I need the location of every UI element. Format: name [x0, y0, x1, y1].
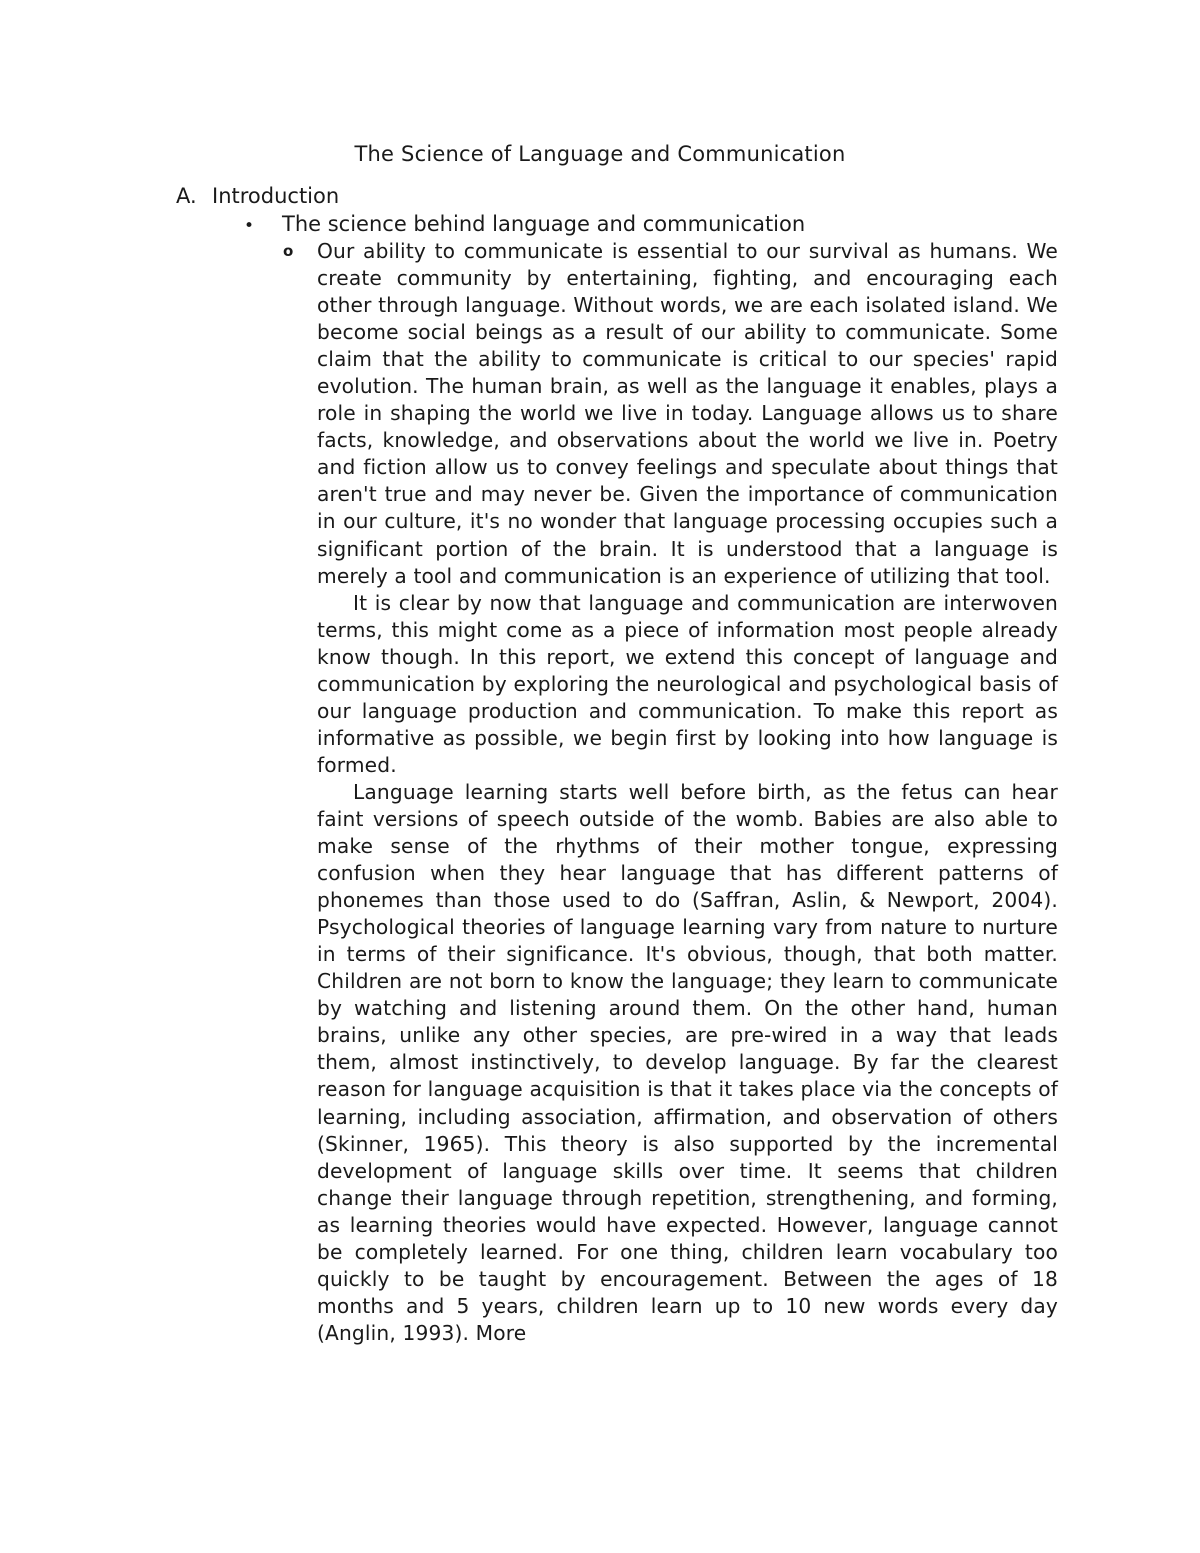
bullet-text: The science behind language and communication — [282, 212, 806, 236]
bullet-icon: • — [244, 216, 255, 236]
body-text — [317, 238, 1058, 1347]
document-title: The Science of Language and Communication — [354, 142, 846, 166]
paragraph-1: Our ability to communicate is essential to our survival as humans. We create community by entertaining, fighting, and encouraging each other through language. Without words, we are each isolated island. We become social beings as a result of our ability to communicate. Some claim that the ability to communicate is critical to our species' rapid evolution. The human brain, as well as the language it enables, plays a role in shaping the world we live in today. Language allows us to share facts, knowledge, and observations about the world we live in. Poetry and fiction allow us to convey feelings and speculate about things that aren't true and may never be. Given the importance of communication in our culture, it's no wonder that language processing occupies such a significant portion of the brain. It is understood that a language is merely a tool and communication is an experience of utilizing that tool. — [317, 239, 1058, 588]
section-heading-text: Introduction — [212, 184, 340, 208]
paragraph-3: Language learning starts well before birth, as the fetus can hear faint versions of speech outside of the womb. Babies are also able to make sense of the rhythms of their mother tongue, expressing confusion when they hear language that has different patterns of phonemes than those used to do (Saffran, Aslin, & Newport, 2004). Psychological theories of language learning vary from nature to nurture in terms of their significance. It's obvious, though, that both matter. Children are not born to know the language; they learn to communicate by watching and listening around them. On the other hand, human brains, unlike any other species, are pre-wired in a way that leads them, almost instinctively, to develop language. By far the clearest reason for language acquisition is that it takes place via the concepts of learning, including association, affirmation, and observation of others (Skinner, 1965). This theory is also supported by the incremental development of language skills over time. It seems that children change their language through repetition, strengthening, and forming, as learning theories would have expected. However, language cannot be completely learned. For one thing, children learn vocabulary too quickly to be taught by encouragement. Between the ages of 18 months and 5 years, children learn up to 10 new words every day (Anglin, 1993). More — [317, 779, 1058, 1345]
section-heading — [176, 182, 339, 210]
paragraph-2: It is clear by now that language and communication are interwoven terms, this might come as a piece of information most people already know though. In this report, we extend this concept of language and communication by exploring the neurological and psychological basis of our language production and communication. To make this report as informative as possible, we begin first by looking into how language is formed. — [317, 590, 1058, 777]
section-marker: A. — [176, 184, 197, 208]
sub-bullet-icon: o — [283, 242, 294, 260]
bullet-item — [244, 210, 805, 240]
